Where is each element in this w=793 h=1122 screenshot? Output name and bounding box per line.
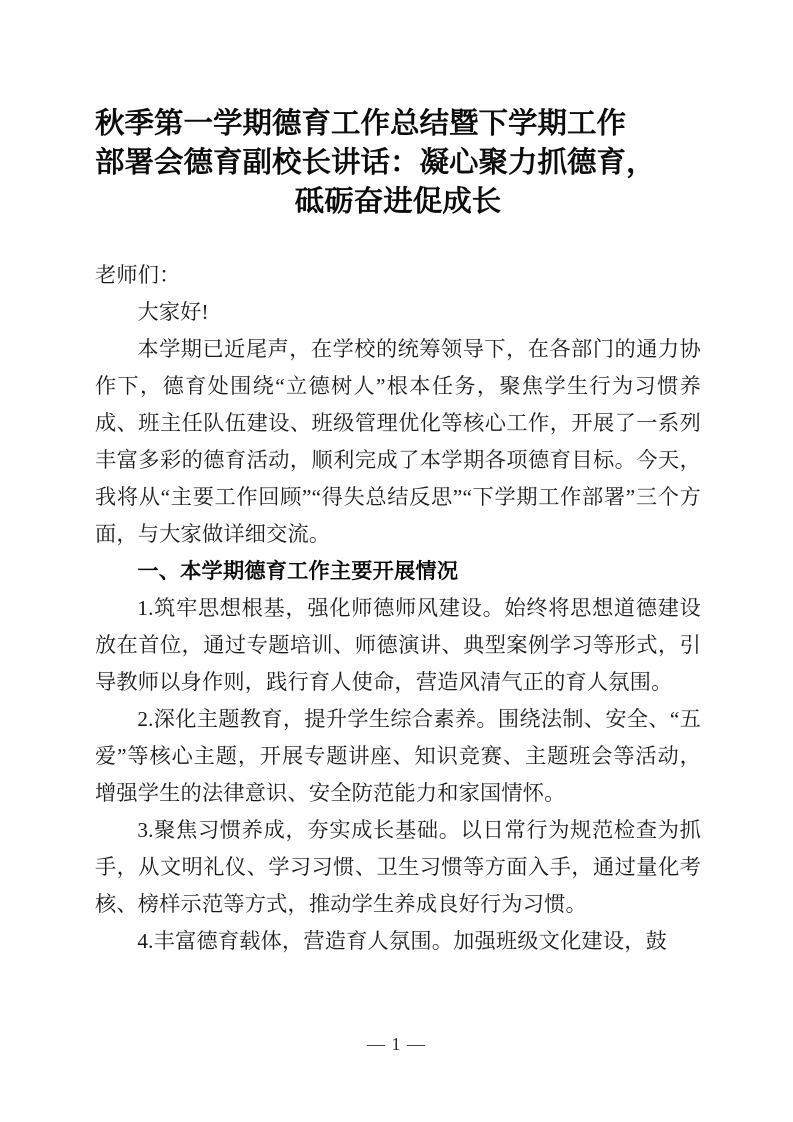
salutation: 老师们： [95,263,181,287]
numbered-item-2: 2.深化主题教育，提升学生综合素养。围绕法制、安全、“五爱”等核心主题，开展专题讲座、知识竞赛、主题班会等活动，增强学生的法律意识、安全防范能力和家国情怀。 [95,707,701,805]
section-heading-1: 一、本学期德育工作主要开展情况 [137,560,459,583]
page-content-area [95,0,701,960]
numbered-item-1: 1.筑牢思想根基，强化师德师风建设。始终将思想道德建设放在首位，通过专题培训、师德演讲、典型案例学习等形式，引导教师以身作则，践行育人使命，营造风清气正的育人氛围。 [95,596,701,694]
document-body [95,257,701,960]
title-line-3: 砥砺奋进促成长 [294,185,502,218]
title-line-1: 秋季第一学期德育工作总结暨下学期工作 [95,107,627,140]
greeting: 大家好! [137,300,209,324]
numbered-item-3: 3.聚焦习惯养成，夯实成长基础。以日常行为规范检查为抓手，从文明礼仪、学习习惯、卫生习惯等方面入手，通过量化考核、榜样示范等方式，推动学生养成良好行为习惯。 [95,818,701,916]
intro-paragraph: 本学期已近尾声，在学校的统筹领导下，在各部门的通力协作下，德育处围绕“立德树人”根本任务，聚焦学生行为习惯养成、班主任队伍建设、班级管理优化等核心工作，开展了一系列丰富多彩的德育活动，顺利完成了本学期各项德育目标。今天，我将从“主要工作回顾”“得失总结反思”“下学期工作部署”三个方面，与大家做详细交流。 [95,337,701,546]
numbered-item-4: 4.丰富德育载体，营造育人氛围。加强班级文化建设，鼓 [137,929,667,953]
title-line-2: 部署会德育副校长讲话：凝心聚力抓德育， [95,146,656,179]
page-title [95,0,701,221]
page-footer: — 1 — [367,1034,426,1054]
